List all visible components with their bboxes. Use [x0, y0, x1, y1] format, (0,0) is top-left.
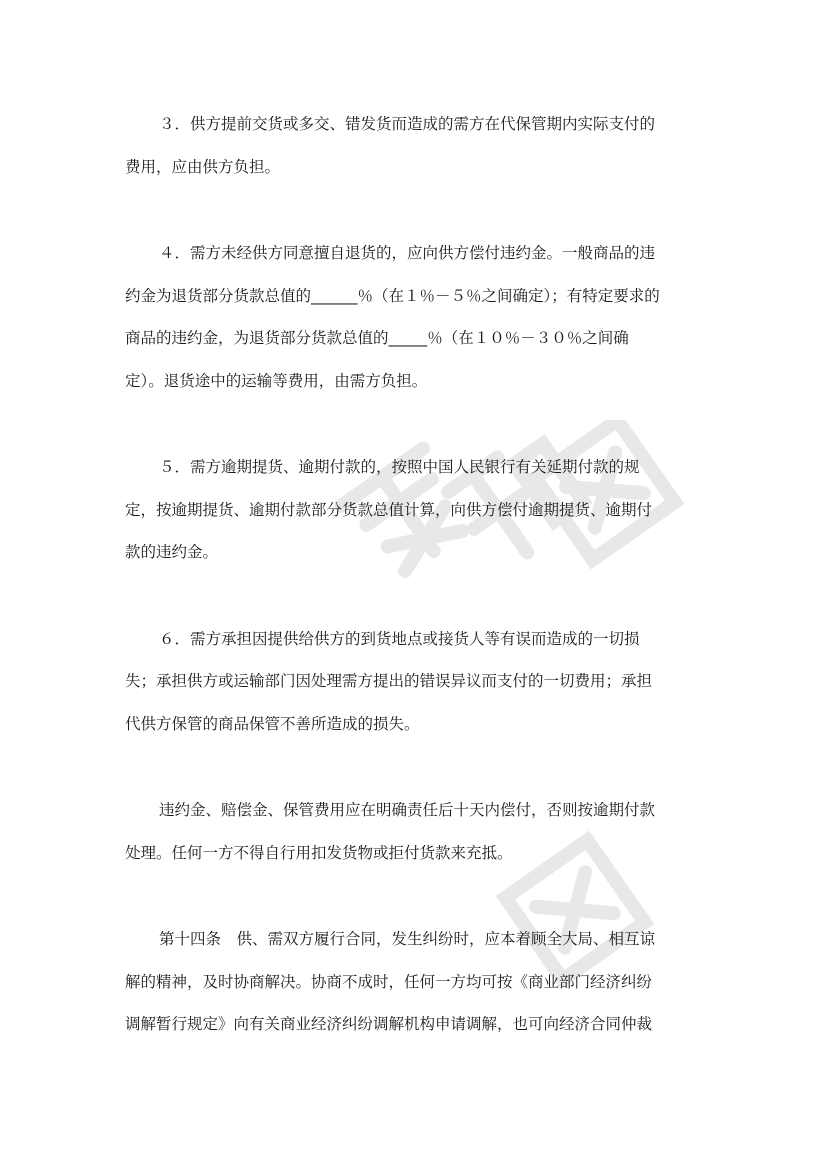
- text-line: 失；承担供方或运输部门因处理需方提出的错误异议而支付的一切费用；承担: [125, 672, 653, 690]
- document-body: [125, 103, 710, 1090]
- text-line: 调解暂行规定》向有关商业经济纠纷调解机构申请调解，也可向经济合同仲裁: [125, 1015, 653, 1033]
- text-line: 费用，应由供方负担。: [125, 157, 281, 176]
- paragraph: [125, 789, 710, 874]
- text-line: 违约金、赔偿金、保管费用应在明确责任后十天内偿付，否则按逾期付款: [159, 801, 656, 819]
- paragraph: [125, 918, 710, 1046]
- text-line: ５．需方逾期提货、逾期付款的，按照中国人民银行有关延期付款的规: [159, 458, 640, 476]
- text-line: 定，按逾期提货、逾期付款部分货款总值计算，向供方偿付逾期提货、逾期付: [125, 500, 653, 519]
- text-line: 处理。任何一方不得自行用扣发货物或拒付货款来充抵。: [125, 843, 513, 862]
- text-line: ３．供方提前交货或多交、错发货而造成的需方在代保管期内实际支付的: [159, 115, 656, 133]
- text-line: 定）。退货途中的运输等费用，由需方负担。: [125, 371, 428, 390]
- paragraph: [125, 618, 710, 746]
- paragraph: [125, 446, 710, 574]
- text-line: ４．需方未经供方同意擅自退货的，应向供方偿付违约金。一般商品的违: [159, 244, 656, 262]
- paragraph: [125, 103, 710, 188]
- text-line: 代供方保管的商品保管不善所造成的损失。: [125, 714, 420, 733]
- text-line: 第十四条 供、需双方履行合同，发生纠纷时，应本着顾全大局、相互谅: [159, 930, 656, 948]
- text-line: 解的精神，及时协商解决。协商不成时，任何一方均可按《商业部门经济纠纷: [125, 972, 653, 991]
- text-line: ６．需方承担因提供给供方的到货地点或接货人等有误而造成的一切损: [159, 629, 640, 648]
- text-line: 约金为退货部分货款总值的______％（在１％－５％之间确定）；有特定要求的: [125, 286, 660, 305]
- text-line: 商品的违约金，为退货部分货款总值的_____％（在１０％－３０％之间确: [125, 329, 629, 347]
- paragraph: [125, 232, 710, 402]
- text-line: 款的违约金。: [125, 543, 219, 561]
